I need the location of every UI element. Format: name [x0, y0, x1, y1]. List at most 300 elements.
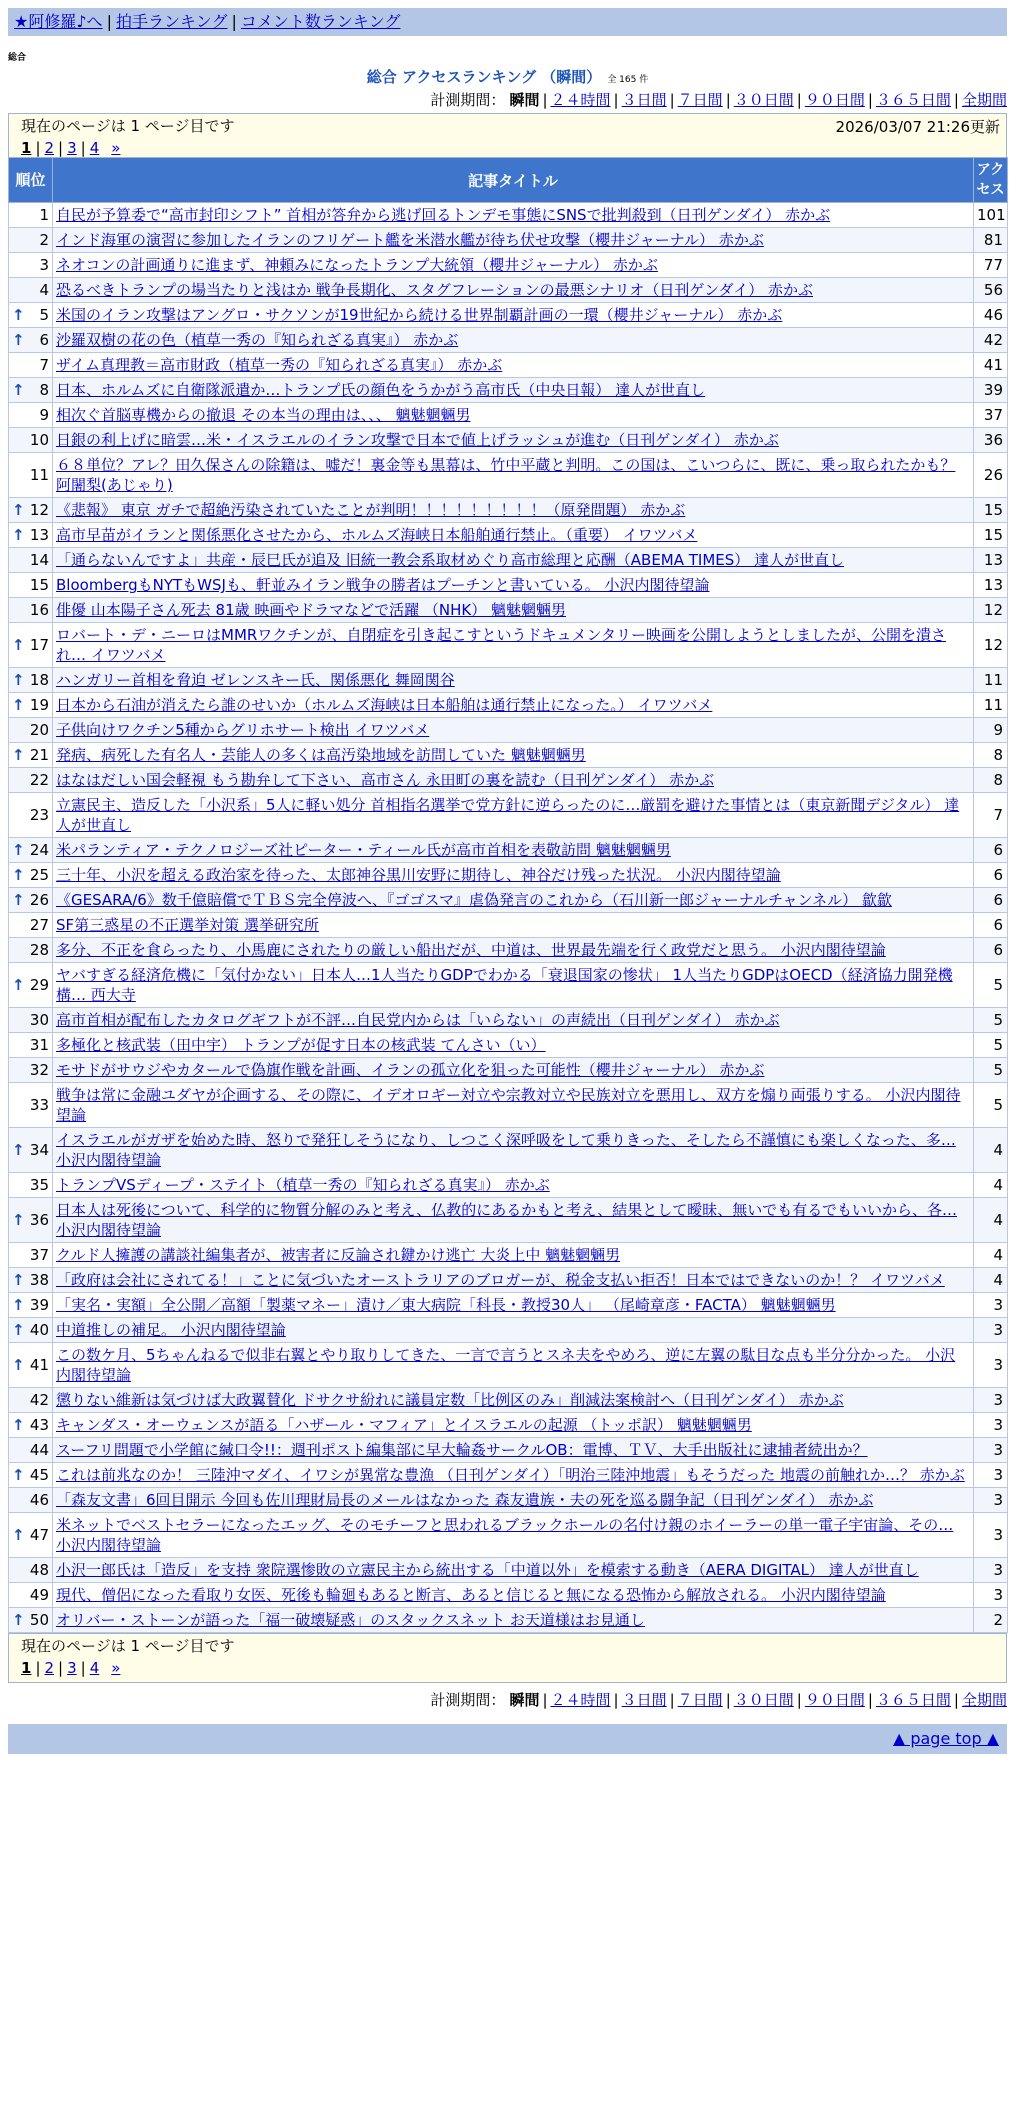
table-row — [9, 353, 1008, 378]
article-link[interactable]: 小沢一郎氏は「造反」を支持 衆院選惨敗の立憲民主から統出する「中道以外」を模索する動き（AERA DIGITAL） 達人が世直し — [56, 1561, 919, 1579]
article-link[interactable]: この数ケ月、5ちゃんねるで似非右翼とやり取りしてきた、一言で言うとスネ夫をやめろ、逆に左翼の駄目な点も半分分かった。 小沢内閣待望論 — [56, 1346, 956, 1384]
rank-cell — [9, 598, 53, 623]
article-link[interactable]: 米国のイラン攻撃はアングロ・サクソンが19世紀から続ける世界制覇計画の一環（櫻井ジャーナル） 赤かぶ — [56, 306, 783, 324]
rank-number: 18 — [29, 671, 49, 689]
article-link[interactable]: はなはだしい国会軽視 もう勘弁して下さい、高市さん 永田町の裏を読む（日刊ゲンダイ） 赤かぶ — [56, 771, 715, 789]
rank-cell — [9, 498, 53, 523]
table-row — [9, 573, 1008, 598]
count-cell: 3 — [974, 1488, 1008, 1513]
rank-number: 31 — [29, 1036, 49, 1054]
ranking-table — [8, 157, 1008, 1633]
rank-cell — [9, 1173, 53, 1198]
table-row — [9, 303, 1008, 328]
period-option-selected: 瞬間 — [509, 91, 540, 109]
current-page: 1 — [21, 139, 32, 157]
rank-cell — [9, 1558, 53, 1583]
rank-number: 26 — [29, 891, 49, 909]
page-link[interactable]: 3 — [67, 1659, 77, 1677]
rank-cell — [9, 743, 53, 768]
period-option[interactable]: ３日間 — [621, 1691, 667, 1709]
table-row — [9, 1463, 1008, 1488]
rank-cell — [9, 1128, 53, 1173]
article-link[interactable]: 高市首相が配布したカタログギフトが不評…自民党内からは「いらない」の声続出（日刊ゲンダイ） 赤かぶ — [56, 1011, 780, 1029]
count-cell: 15 — [974, 523, 1008, 548]
table-row — [9, 228, 1008, 253]
page-separator: | — [35, 1659, 41, 1677]
rank-cell — [9, 378, 53, 403]
rank-number: 7 — [39, 356, 49, 374]
period-separator: | — [542, 91, 548, 109]
page-separator: | — [58, 139, 64, 157]
count-cell: 4 — [974, 1243, 1008, 1268]
rank-number: 32 — [29, 1061, 49, 1079]
period-option[interactable]: ３日間 — [621, 91, 667, 109]
rank-cell — [9, 623, 53, 668]
table-row — [9, 623, 1008, 668]
nav-separator: | — [231, 12, 237, 31]
title-cell — [53, 1293, 974, 1318]
rank-cell — [9, 863, 53, 888]
table-row — [9, 938, 1008, 963]
category-tag: 総合 — [8, 53, 27, 63]
count-cell: 15 — [974, 498, 1008, 523]
article-link[interactable]: 「政府は会社にされてる！」ことに気づいたオーストラリアのブロガーが、税金支払い拒否！日本ではできないのか！？ イワツバメ — [56, 1271, 945, 1289]
rank-cell — [9, 278, 53, 303]
rank-number: 36 — [29, 1211, 49, 1229]
period-separator: | — [542, 1691, 548, 1709]
title-cell — [53, 523, 974, 548]
count-cell: 3 — [974, 1558, 1008, 1583]
article-link[interactable]: オリバー・ストーンが語った「福一破壊疑惑」のスタックスネット お天道様はお見通し — [56, 1611, 645, 1629]
table-row — [9, 1293, 1008, 1318]
count-cell: 5 — [974, 1058, 1008, 1083]
page-top-link[interactable]: ▲ page top ▲ — [892, 1729, 999, 1748]
up-arrow-icon: ↑ — [12, 1141, 25, 1159]
period-selector — [0, 89, 1007, 111]
article-link[interactable]: 日本から石油が消えたら誰のせいか（ホルムズ海峡は日本船舶は通行禁止になった。） イワツバメ — [56, 696, 713, 714]
table-row — [9, 498, 1008, 523]
period-separator: | — [613, 1691, 619, 1709]
rank-cell — [9, 963, 53, 1008]
article-link[interactable]: BloombergもNYTもWSJも、軒並みイラン戦争の勝者はプーチンと書いている。 小沢内閣待望論 — [56, 576, 710, 594]
count-cell: 4 — [974, 1268, 1008, 1293]
article-link[interactable]: 「実名・実額」全公開／高額「製薬マネー」漬け／東大病院「科長・教授30人」 （尾崎章彦・FACTA） 魑魅魍魎男 — [56, 1296, 836, 1314]
rank-number: 16 — [29, 601, 49, 619]
period-option[interactable]: ３０日間 — [733, 91, 794, 109]
count-cell: 3 — [974, 1318, 1008, 1343]
up-arrow-icon: ↑ — [12, 1356, 25, 1374]
period-selector-bottom — [0, 1689, 1007, 1711]
title-cell — [53, 353, 974, 378]
title-cell — [53, 768, 974, 793]
count-cell: 5 — [974, 1008, 1008, 1033]
page-separator: | — [35, 139, 41, 157]
table-row — [9, 1318, 1008, 1343]
page-status: 現在のページは 1 ページ目です — [21, 1637, 235, 1655]
rank-number: 50 — [29, 1611, 49, 1629]
rank-number: 6 — [39, 331, 49, 349]
rank-number: 20 — [29, 721, 49, 739]
count-cell: 3 — [974, 1413, 1008, 1438]
up-arrow-icon: ↑ — [12, 501, 25, 519]
title-cell — [53, 1558, 974, 1583]
title-cell — [53, 203, 974, 228]
table-row — [9, 668, 1008, 693]
count-cell: 6 — [974, 863, 1008, 888]
table-row — [9, 793, 1008, 838]
rank-cell — [9, 718, 53, 743]
table-row — [9, 1008, 1008, 1033]
page-link[interactable]: 4 — [89, 139, 100, 157]
title-cell — [53, 863, 974, 888]
article-link[interactable]: 子供向けワクチン5種からグリホサート検出 イワツバメ — [56, 721, 430, 739]
current-page: 1 — [21, 1659, 32, 1677]
count-cell: 77 — [974, 253, 1008, 278]
title-cell — [53, 598, 974, 623]
article-link[interactable]: ６８単位？アレ？田久保さんの除籍は、嘘だ！裏金等も黒幕は、竹中平蔵と判明。この国は、こいつらに、既に、乗っ取られたかも？ 阿闍梨(あじゃり) — [56, 456, 956, 494]
count-cell: 11 — [974, 693, 1008, 718]
col-rank-header: 順位 — [9, 158, 53, 203]
period-option[interactable]: ３６５日間 — [875, 91, 951, 109]
title-cell — [53, 548, 974, 573]
rank-number: 47 — [29, 1526, 49, 1544]
rank-cell — [9, 548, 53, 573]
rank-number: 15 — [29, 576, 49, 594]
page-link[interactable]: 4 — [89, 1659, 100, 1677]
rank-number: 17 — [29, 636, 49, 654]
article-link[interactable]: 米パランティア・テクノロジーズ社ピーター・ティール氏が高市首相を表敬訪問 魑魅魍魎男 — [56, 841, 671, 859]
title-cell — [53, 963, 974, 1008]
rank-cell — [9, 1243, 53, 1268]
rank-cell — [9, 1463, 53, 1488]
article-link[interactable]: 戦争は常に金融ユダヤが企画する、その際に、イデオロギー対立や宗教対立や民族対立を悪用し、双方を煽り両張りする。 小沢内閣待望論 — [56, 1086, 961, 1124]
title-cell — [53, 1343, 974, 1388]
rank-cell — [9, 693, 53, 718]
article-link[interactable]: 「森友文書」6回目開示 今回も佐川理財局長のメールはなかった 森友遺族・夫の死を巡る闘争記（日刊ゲンダイ） 赤かぶ — [56, 1491, 874, 1509]
up-arrow-icon: ↑ — [12, 696, 25, 714]
article-link[interactable]: トランプVSディープ・ステイト（植草一秀の『知られざる真実』） 赤かぶ — [56, 1176, 550, 1194]
period-option[interactable]: ３０日間 — [733, 1691, 794, 1709]
count-cell: 6 — [974, 938, 1008, 963]
article-link[interactable]: 《悲報》 東京 ガチで超絶汚染されていたことが判明！！！！！！！！！（原発問題） 赤かぶ — [56, 501, 686, 519]
article-link[interactable]: 懲りない維新は気づけば大政翼賛化 ドサクサ紛れに議員定数「比例区のみ」削減法案検討へ（日刊ゲンダイ） 赤かぶ — [56, 1391, 844, 1409]
table-row — [9, 888, 1008, 913]
period-option[interactable]: 全期間 — [961, 1691, 1007, 1709]
article-link[interactable]: 自民が予算委で“高市封印シフト” 首相が答弁から逃げ回るトンデモ事態にSNSで批判殺到（日刊ゲンダイ） 赤かぶ — [56, 206, 831, 224]
article-link[interactable]: 三十年、小沢を超える政治家を待った、太郎神谷黒川安野に期待し、神谷だけ残った状況。 小沢内閣待望論 — [56, 866, 781, 884]
rank-number: 48 — [29, 1561, 49, 1579]
period-separator: | — [867, 91, 873, 109]
ranking-body — [9, 203, 1008, 1633]
rank-number: 1 — [39, 206, 49, 224]
article-link[interactable]: 現代、僧侶になった看取り女医、死後も輪廻もあると断言、あると信じると無になる恐怖から解放される。 小沢内閣待望論 — [56, 1586, 886, 1604]
article-link[interactable]: イスラエルがガザを始めた時、怒りで発狂しそうになり、しつこく深呼吸をして乗りきった、そしたら不謹慎にも楽しくなった、多… 小沢内閣待望論 — [56, 1131, 956, 1169]
title-cell — [53, 1243, 974, 1268]
article-link[interactable]: 立憲民主、造反した「小沢系」5人に軽い処分 首相指名選挙で党方針に逆らったのに…厳罰を避けた事情とは（東京新聞デジタル） 達人が世直し — [56, 796, 960, 834]
count-cell: 13 — [974, 548, 1008, 573]
rank-number: 41 — [29, 1356, 49, 1374]
rank-cell — [9, 1583, 53, 1608]
title-cell — [53, 888, 974, 913]
home-link[interactable]: ★阿修羅♪へ — [14, 12, 103, 31]
table-row — [9, 693, 1008, 718]
count-cell: 9 — [974, 718, 1008, 743]
rank-number: 39 — [29, 1296, 49, 1314]
period-option[interactable]: ３６５日間 — [875, 1691, 951, 1709]
article-link[interactable]: ロバート・デ・ニーロはMMRワクチンが、自閉症を引き起こすというドキュメンタリー映画を公開しようとしましたが、公開を潰され… イワツバメ — [56, 626, 946, 664]
rank-cell — [9, 1343, 53, 1388]
period-option[interactable]: 全期間 — [961, 91, 1007, 109]
period-option[interactable]: ７日間 — [677, 91, 723, 109]
rank-cell — [9, 1413, 53, 1438]
period-separator: | — [725, 91, 731, 109]
article-link[interactable]: 日本、ホルムズに自衛隊派遣か…トランプ氏の顔色をうかがう高市氏（中央日報） 達人が世直し — [56, 381, 706, 399]
table-row — [9, 1513, 1008, 1558]
title-cell — [53, 1083, 974, 1128]
rank-number: 45 — [29, 1466, 49, 1484]
period-label: 計測期間： — [430, 91, 506, 109]
rank-number: 13 — [29, 526, 49, 544]
title-cell — [53, 1513, 974, 1558]
article-link[interactable]: 多分、不正を食らったり、小馬鹿にされたりの厳しい船出だが、中道は、世界最先端を行く政党だと思う。 小沢内閣待望論 — [56, 941, 886, 959]
title-cell — [53, 838, 974, 863]
article-link[interactable]: 恐るべきトランプの場当たりと浅はか 戦争長期化、スタグフレーションの最悪シナリオ（日刊ゲンダイ） 赤かぶ — [56, 281, 813, 299]
rank-number: 29 — [29, 976, 49, 994]
table-row — [9, 1413, 1008, 1438]
period-separator: | — [613, 91, 619, 109]
rank-cell — [9, 1083, 53, 1128]
article-link[interactable]: 米ネットでベストセラーになったエッグ、そのモチーフと思われるブラックホールの名付け親のホイーラーの単一電子宇宙論、その… 小沢内閣待望論 — [56, 1516, 954, 1554]
page-status: 現在のページは 1 ページ目です — [21, 117, 235, 135]
article-link[interactable]: 「通らないんですよ」共産・辰巳氏が追及 旧統一教会系取材めぐり高市総理と応酬（ABEMA TIMES） 達人が世直し — [56, 551, 845, 569]
table-row — [9, 453, 1008, 498]
page-link[interactable]: 2 — [44, 139, 55, 157]
footer-bar — [8, 1724, 1007, 1754]
article-link[interactable]: インド海軍の演習に参加したイランのフリゲート艦を米潜水艦が待ち伏せ攻撃（櫻井ジャーナル） 赤かぶ — [56, 231, 764, 249]
article-link[interactable]: 日本人は死後について、科学的に物質分解のみと考え、仏教的にあるかもと考え、結果として曖昧、無いでも有るでもいいから、各… 小沢内閣待望論 — [56, 1201, 958, 1239]
rank-number: 12 — [29, 501, 49, 519]
article-link[interactable]: 多極化と核武装（田中宇） トランプが促す日本の核武装 てんさい（い） — [56, 1036, 546, 1054]
article-link[interactable]: キャンダス・オーウェンスが語る「ハザール・マフィア」とイスラエルの起源 （トッポ訳） 魑魅魍魎男 — [56, 1416, 752, 1434]
up-arrow-icon: ↑ — [12, 1271, 25, 1289]
count-cell: 6 — [974, 888, 1008, 913]
title-cell — [53, 623, 974, 668]
up-arrow-icon: ↑ — [12, 526, 25, 544]
clap-ranking-link[interactable]: 拍手ランキング — [115, 12, 228, 31]
table-row — [9, 1488, 1008, 1513]
rank-number: 9 — [39, 406, 49, 424]
title-cell — [53, 693, 974, 718]
rank-number: 14 — [29, 551, 49, 569]
table-row — [9, 863, 1008, 888]
period-option[interactable]: ９０日間 — [804, 1691, 865, 1709]
count-cell: 81 — [974, 228, 1008, 253]
rank-cell — [9, 1318, 53, 1343]
rank-number: 38 — [29, 1271, 49, 1289]
ranking-title: 総合 アクセスランキング （瞬間） — [366, 68, 602, 86]
up-arrow-icon: ↑ — [12, 746, 25, 764]
count-cell: 41 — [974, 353, 1008, 378]
rank-cell — [9, 403, 53, 428]
article-link[interactable]: モサドがサウジやカタールで偽旗作戦を計画、イランの孤立化を狙った可能性（櫻井ジャーナル） 赤かぶ — [56, 1061, 765, 1079]
rank-number: 21 — [29, 746, 49, 764]
page-link[interactable]: 3 — [67, 139, 77, 157]
count-cell: 5 — [974, 1083, 1008, 1128]
article-link[interactable]: スーフリ問題で小学館に緘口令!!：週刊ポスト編集部に早大輪姦サークルOB：電博、ＴＶ、大手出版社に逮捕者続出か？ — [56, 1441, 868, 1459]
title-cell — [53, 403, 974, 428]
rank-cell — [9, 1438, 53, 1463]
rank-cell — [9, 913, 53, 938]
article-link[interactable]: ハンガリー首相を脅迫 ゼレンスキー氏、関係悪化 舞岡関谷 — [56, 671, 455, 689]
up-arrow-icon: ↑ — [12, 306, 25, 324]
table-row — [9, 523, 1008, 548]
rank-cell — [9, 353, 53, 378]
count-cell: 6 — [974, 913, 1008, 938]
title-cell — [53, 743, 974, 768]
title-cell — [53, 1268, 974, 1293]
count-cell: 12 — [974, 598, 1008, 623]
rank-number: 11 — [29, 466, 49, 484]
title-cell — [53, 1438, 974, 1463]
rank-number: 4 — [39, 281, 49, 299]
title-cell — [53, 1008, 974, 1033]
rank-number: 22 — [29, 771, 49, 789]
up-arrow-icon: ↑ — [12, 331, 25, 349]
rank-number: 35 — [29, 1176, 49, 1194]
article-link[interactable]: 俳優 山本陽子さん死去 81歳 映画やドラマなどで活躍 （NHK） 魑魅魍魎男 — [56, 601, 566, 619]
table-row — [9, 1128, 1008, 1173]
article-link[interactable]: ネオコンの計画通りに進まず、神頼みになったトランプ大統領（櫻井ジャーナル） 赤かぶ — [56, 256, 658, 274]
title-cell — [53, 228, 974, 253]
rank-cell — [9, 1033, 53, 1058]
period-option[interactable]: ９０日間 — [804, 91, 865, 109]
rank-cell — [9, 203, 53, 228]
title-cell — [53, 1583, 974, 1608]
table-row — [9, 1343, 1008, 1388]
rank-cell — [9, 1268, 53, 1293]
page-links — [21, 1657, 994, 1679]
count-cell: 56 — [974, 278, 1008, 303]
rank-number: 24 — [29, 841, 49, 859]
period-separator: | — [796, 91, 802, 109]
title-cell — [53, 303, 974, 328]
count-cell: 5 — [974, 1033, 1008, 1058]
table-row — [9, 378, 1008, 403]
up-arrow-icon: ↑ — [12, 1526, 25, 1544]
title-cell — [53, 498, 974, 523]
article-link[interactable]: ザイム真理教＝高市財政（植草一秀の『知られざる真実』） 赤かぶ — [56, 356, 503, 374]
period-separator: | — [953, 91, 959, 109]
article-link[interactable]: SF第三惑星の不正選挙対策 選挙研究所 — [56, 916, 319, 934]
rank-number: 42 — [29, 1391, 49, 1409]
article-link[interactable]: 相次ぐ首脳専機からの撤退 その本当の理由は、、、 魑魅魍魎男 — [56, 406, 471, 424]
title-cell — [53, 938, 974, 963]
rank-number: 43 — [29, 1416, 49, 1434]
period-option-selected: 瞬間 — [509, 1691, 540, 1709]
up-arrow-icon: ↑ — [12, 1296, 25, 1314]
up-arrow-icon: ↑ — [12, 891, 25, 909]
article-link[interactable]: ヤバすぎる経済危機に「気付かない」日本人…1人当たりGDPでわかる「衰退国家の惨状」 1人当たりGDPはOECD（経済協力開発機構… 西大寺 — [56, 966, 953, 1004]
period-separator: | — [669, 91, 675, 109]
article-link[interactable]: 発病、病死した有名人・芸能人の多くは高汚染地域を訪問していた 魑魅魍魎男 — [56, 746, 586, 764]
period-option[interactable]: ２４時間 — [550, 91, 611, 109]
count-cell: 12 — [974, 623, 1008, 668]
rank-cell — [9, 1488, 53, 1513]
title-cell — [53, 1463, 974, 1488]
count-cell: 3 — [974, 1293, 1008, 1318]
count-cell: 6 — [974, 838, 1008, 863]
table-row — [9, 1058, 1008, 1083]
count-cell: 8 — [974, 768, 1008, 793]
count-cell: 7 — [974, 793, 1008, 838]
table-row — [9, 718, 1008, 743]
rank-cell — [9, 768, 53, 793]
article-link[interactable]: 高市早苗がイランと関係悪化させたから、ホルムズ海峡日本船舶通行禁止。（重要） イワツバメ — [56, 526, 698, 544]
period-separator: | — [953, 1691, 959, 1709]
rank-number: 8 — [39, 381, 49, 399]
count-cell: 101 — [974, 203, 1008, 228]
count-cell: 42 — [974, 328, 1008, 353]
col-count-header: アクセス — [974, 158, 1008, 203]
table-row — [9, 328, 1008, 353]
count-cell: 3 — [974, 1343, 1008, 1388]
rank-cell — [9, 838, 53, 863]
rank-cell — [9, 523, 53, 548]
period-option[interactable]: ２４時間 — [550, 1691, 611, 1709]
rank-number: 25 — [29, 866, 49, 884]
rank-number: 3 — [39, 256, 49, 274]
next-page-link[interactable]: » — [111, 139, 121, 157]
rank-cell — [9, 1058, 53, 1083]
table-row — [9, 838, 1008, 863]
up-arrow-icon: ↑ — [12, 1321, 25, 1339]
table-row — [9, 598, 1008, 623]
up-arrow-icon: ↑ — [12, 636, 25, 654]
article-link[interactable]: 《GESARA/6》数千億賠償でＴＢＳ完全停波へ、『ゴゴスマ』虐偽発言のこれから（石川新一郎ジャーナルチャンネル） 歙歙 — [56, 891, 892, 909]
article-link[interactable]: これは前兆なのか！ 三陸沖マダイ、イワシが異常な豊漁 （日刊ゲンダイ）「明治三陸沖地震」もそうだった 地震の前触れか…？ 赤かぶ — [56, 1466, 965, 1484]
count-cell: 2 — [974, 1608, 1008, 1633]
rank-cell — [9, 793, 53, 838]
rank-cell — [9, 1513, 53, 1558]
rank-cell — [9, 938, 53, 963]
col-title-header: 記事タイトル — [53, 158, 974, 203]
table-row — [9, 403, 1008, 428]
rank-cell — [9, 1388, 53, 1413]
table-row — [9, 1388, 1008, 1413]
rank-cell — [9, 228, 53, 253]
comment-ranking-link[interactable]: コメント数ランキング — [240, 12, 401, 31]
title-cell — [53, 1173, 974, 1198]
article-link[interactable]: 沙羅双樹の花の色（植草一秀の『知られざる真実』） 赤かぶ — [56, 331, 459, 349]
title-cell — [53, 378, 974, 403]
period-separator: | — [669, 1691, 675, 1709]
rank-number: 44 — [29, 1441, 49, 1459]
title-cell — [53, 1318, 974, 1343]
title-cell — [53, 428, 974, 453]
title-cell — [53, 453, 974, 498]
rank-cell — [9, 573, 53, 598]
article-link[interactable]: 日銀の利上げに暗雲…米・イスラエルのイラン攻撃で日本で値上げラッシュが進む（日刊ゲンダイ） 赤かぶ — [56, 431, 779, 449]
title-cell — [53, 328, 974, 353]
page-link[interactable]: 2 — [44, 1659, 55, 1677]
article-link[interactable]: クルド人擁護の講談社編集者が、被害者に反論され鍵かけ逃亡 大炎上中 魑魅魍魎男 — [56, 1246, 621, 1264]
count-cell: 3 — [974, 1463, 1008, 1488]
article-link[interactable]: 中道推しの補足。 小沢内閣待望論 — [56, 1321, 286, 1339]
table-row — [9, 768, 1008, 793]
next-page-link[interactable]: » — [111, 1659, 121, 1677]
rank-number: 46 — [29, 1491, 49, 1509]
period-option[interactable]: ７日間 — [677, 1691, 723, 1709]
